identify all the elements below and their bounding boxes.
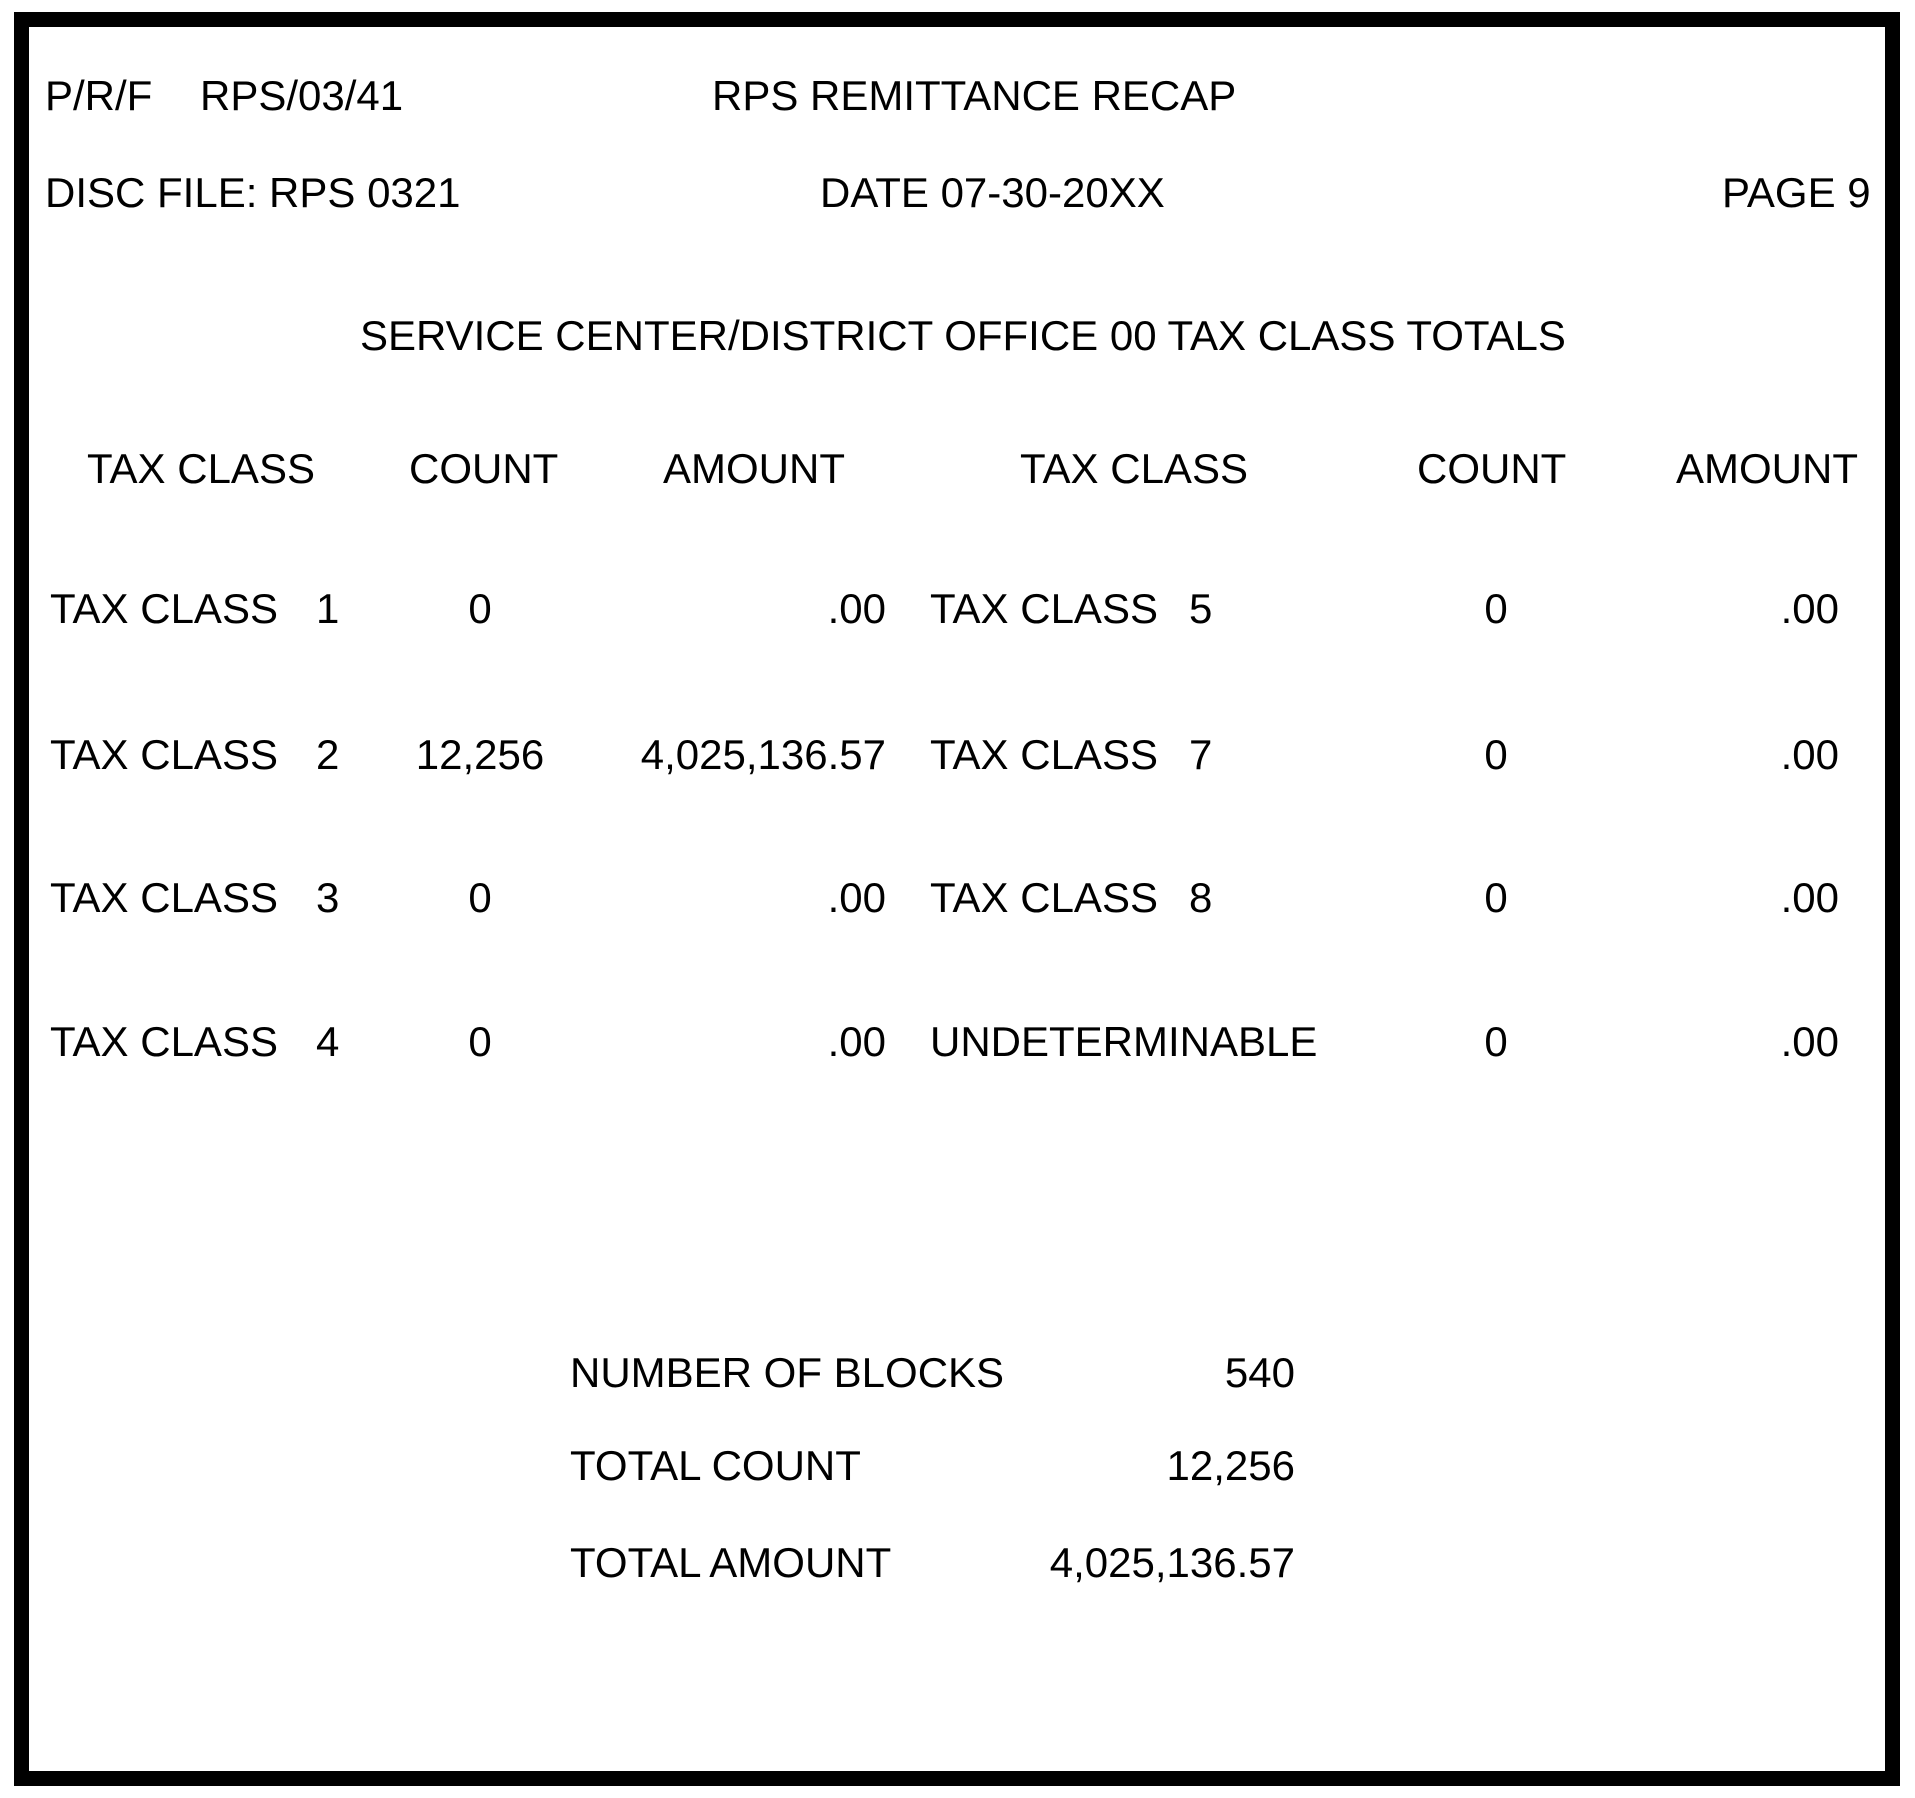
tax-class-label: TAX CLASS — [50, 874, 278, 921]
column-header-count-right: COUNT — [1417, 445, 1567, 492]
amount-value: .00 — [1780, 731, 1839, 778]
count-value: 0 — [468, 585, 492, 632]
disc-file-label: DISC FILE: RPS 0321 — [45, 169, 461, 216]
count-value: 0 — [468, 1018, 492, 1065]
table-row — [0, 585, 1915, 638]
column-header-tax-class-right: TAX CLASS — [1020, 445, 1248, 492]
count-value: 12,256 — [415, 731, 545, 778]
column-header-amount-right: AMOUNT — [1676, 445, 1858, 492]
table-row — [0, 731, 1915, 784]
column-header-amount-left: AMOUNT — [663, 445, 845, 492]
prf-label: P/R/F — [45, 72, 153, 119]
table-row — [0, 1018, 1915, 1071]
total-amount-value: 4,025,136.57 — [1049, 1539, 1295, 1586]
count-value: 0 — [1484, 1018, 1508, 1065]
number-of-blocks-label: NUMBER OF BLOCKS — [570, 1349, 1005, 1396]
section-title: SERVICE CENTER/DISTRICT OFFICE 00 TAX CLASS TOTALS — [360, 312, 1566, 359]
tax-class-label: TAX CLASS — [50, 585, 278, 632]
tax-class-label: TAX CLASS — [50, 731, 278, 778]
column-header-tax-class-left: TAX CLASS — [87, 445, 315, 492]
undeterminable-label: UNDETERMINABLE — [930, 1018, 1318, 1065]
tax-class-number: 3 — [316, 874, 340, 921]
totals-line-total-count — [0, 1442, 1915, 1495]
tax-class-label: TAX CLASS — [930, 731, 1158, 778]
tax-class-label: TAX CLASS — [50, 1018, 278, 1065]
amount-value: .00 — [1780, 585, 1839, 632]
amount-value: 4,025,136.57 — [640, 731, 886, 778]
prf-value: RPS/03/41 — [200, 72, 404, 119]
tax-class-number: 4 — [316, 1018, 340, 1065]
total-count-label: TOTAL COUNT — [570, 1442, 861, 1489]
totals-line-number-of-blocks — [0, 1349, 1915, 1402]
tax-class-number: 8 — [1189, 874, 1213, 921]
tax-class-number: 2 — [316, 731, 340, 778]
date-label: DATE 07-30-20XX — [820, 169, 1165, 216]
column-header-count-left: COUNT — [409, 445, 559, 492]
total-amount-label: TOTAL AMOUNT — [570, 1539, 892, 1586]
count-value: 0 — [1484, 585, 1508, 632]
tax-class-number: 1 — [316, 585, 340, 632]
amount-value: .00 — [1780, 874, 1839, 921]
header-line-1 — [0, 72, 1915, 125]
page-number-label: PAGE 9 — [1722, 169, 1871, 216]
totals-line-total-amount — [0, 1539, 1915, 1592]
column-header-row — [0, 445, 1915, 498]
table-row — [0, 874, 1915, 927]
amount-value: .00 — [827, 1018, 886, 1065]
tax-class-number: 5 — [1189, 585, 1213, 632]
number-of-blocks-value: 540 — [1224, 1349, 1295, 1396]
tax-class-label: TAX CLASS — [930, 585, 1158, 632]
header-line-2 — [0, 169, 1915, 222]
count-value: 0 — [468, 874, 492, 921]
amount-value: .00 — [827, 585, 886, 632]
count-value: 0 — [1484, 874, 1508, 921]
section-title-line — [0, 312, 1915, 365]
amount-value: .00 — [827, 874, 886, 921]
total-count-value: 12,256 — [1166, 1442, 1295, 1489]
tax-class-number: 7 — [1189, 731, 1213, 778]
report-title: RPS REMITTANCE RECAP — [712, 72, 1237, 119]
amount-value: .00 — [1780, 1018, 1839, 1065]
tax-class-label: TAX CLASS — [930, 874, 1158, 921]
count-value: 0 — [1484, 731, 1508, 778]
